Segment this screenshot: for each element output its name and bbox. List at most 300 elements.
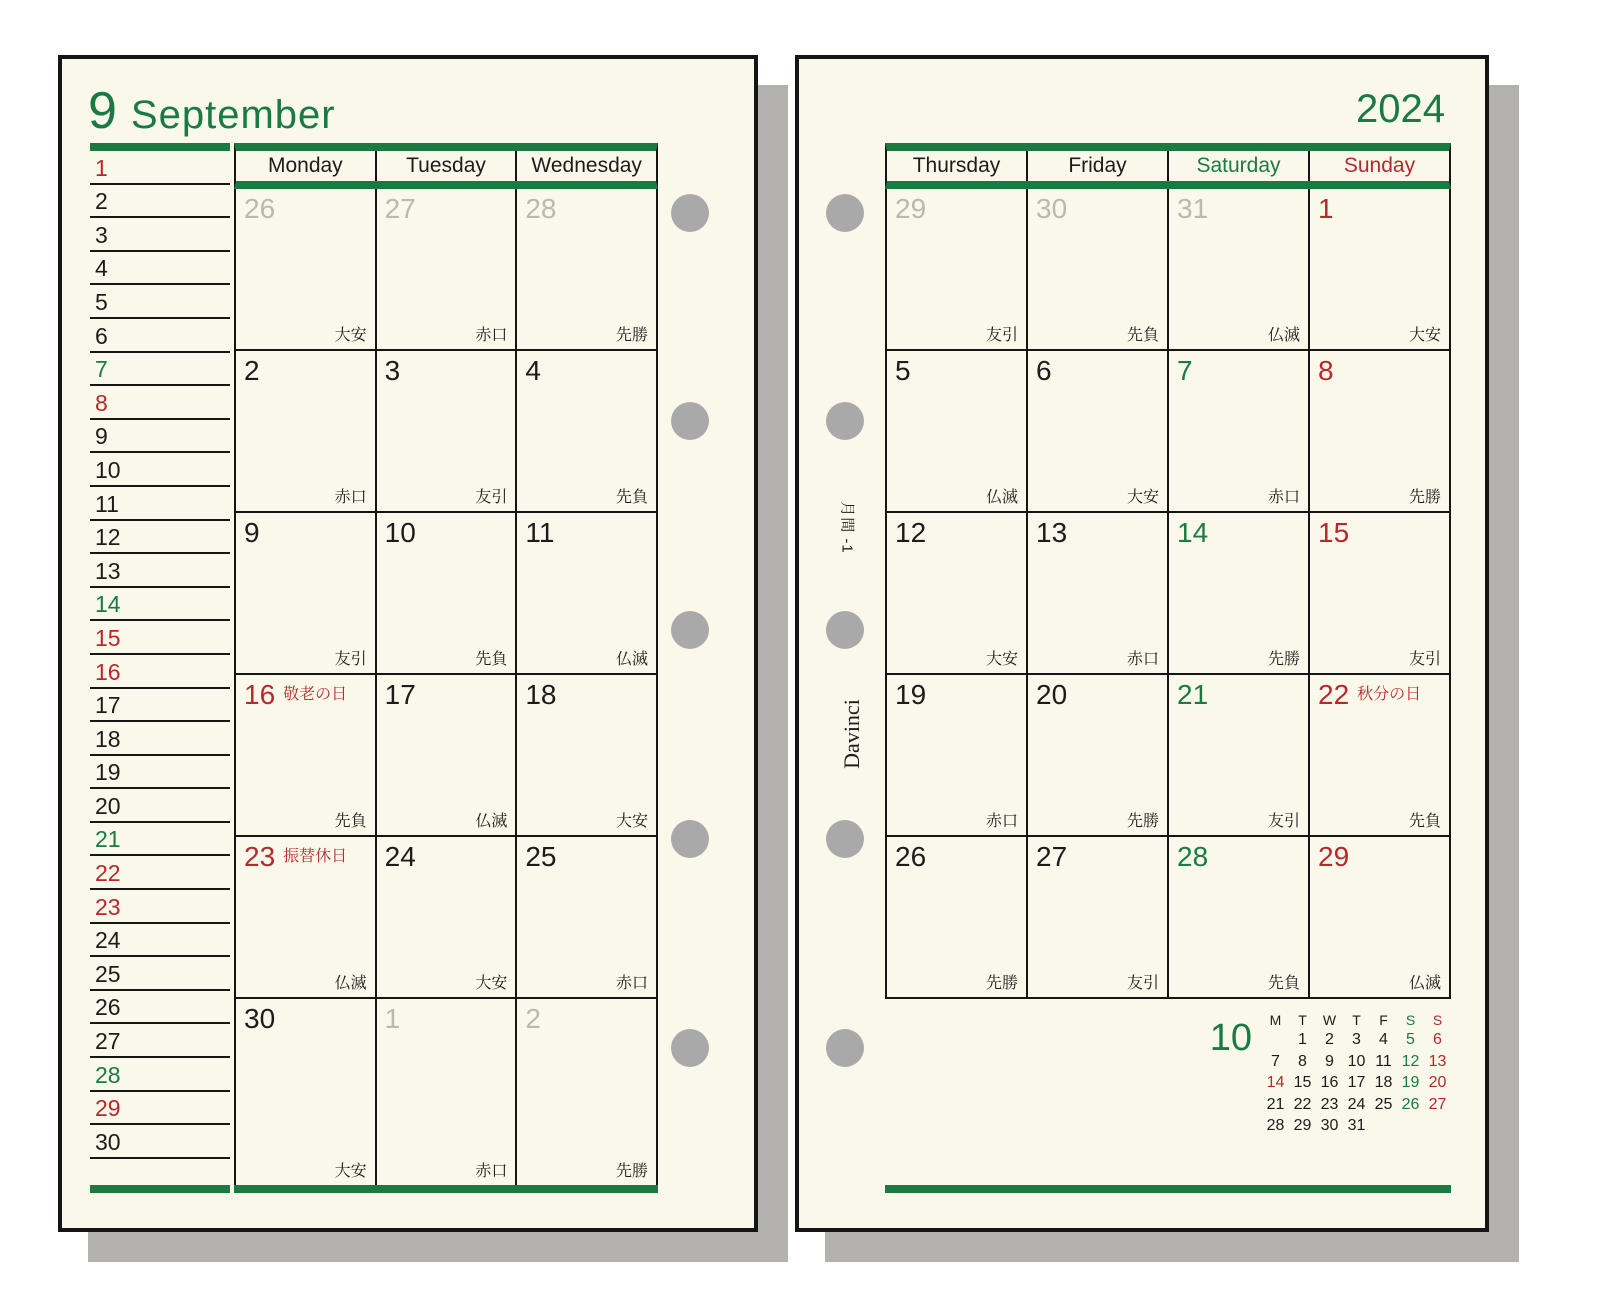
day-cell-top <box>1036 193 1159 225</box>
day-list-row <box>90 722 230 756</box>
binder-hole <box>826 1029 864 1067</box>
mini-weekday-header: S <box>1432 1012 1443 1028</box>
day-cell <box>236 513 375 673</box>
holiday-label: 敬老の日 <box>283 686 348 703</box>
left-calendar-grid <box>234 143 658 1185</box>
day-cell <box>887 351 1026 511</box>
day-list-number: 28 <box>95 1061 121 1088</box>
day-cell <box>515 513 656 673</box>
rokuyo-label: 大安 <box>334 1163 367 1180</box>
day-number: 3 <box>384 355 401 386</box>
day-list-row <box>90 890 230 924</box>
day-cell <box>1167 513 1308 673</box>
mini-day-number: 5 <box>1406 1031 1415 1048</box>
rokuyo-label: 仏滅 <box>1267 327 1300 344</box>
rokuyo-label: 先負 <box>1126 327 1159 344</box>
mini-day-number <box>1397 1115 1424 1137</box>
day-list-number: 21 <box>95 826 121 853</box>
day-cell-top <box>525 355 648 387</box>
mini-day-number: 31 <box>1347 1117 1366 1134</box>
day-cell <box>375 189 516 349</box>
mini-day-number: 14 <box>1266 1074 1285 1091</box>
day-list-row <box>90 285 230 319</box>
day-number: 12 <box>895 517 927 548</box>
day-cell <box>515 351 656 511</box>
day-cell-top <box>1318 841 1441 873</box>
day-list-row <box>90 185 230 219</box>
day-cell <box>375 675 516 835</box>
day-number: 8 <box>1318 355 1334 386</box>
mini-day-number: 29 <box>1293 1117 1312 1134</box>
mini-week-row <box>1262 1051 1451 1073</box>
day-number: 30 <box>244 1003 276 1034</box>
day-list-row <box>90 319 230 353</box>
rokuyo-label: 先負 <box>1267 975 1300 992</box>
day-cell-top <box>525 193 648 225</box>
day-cell-top <box>895 517 1018 549</box>
binder-hole <box>671 1029 709 1067</box>
day-cell-top <box>1318 679 1441 711</box>
mini-day-number: 6 <box>1433 1031 1442 1048</box>
day-number: 28 <box>525 193 557 224</box>
day-cell-top <box>1036 355 1159 387</box>
day-number: 1 <box>1318 193 1334 224</box>
day-number: 16 <box>244 679 276 710</box>
binder-hole <box>671 402 709 440</box>
calendar-week-row <box>887 351 1449 513</box>
day-cell <box>1026 189 1167 349</box>
day-list-number: 1 <box>95 154 108 181</box>
day-cell <box>515 999 656 1185</box>
binder-hole <box>826 611 864 649</box>
binder-hole <box>671 611 709 649</box>
mini-day-number: 13 <box>1428 1052 1447 1070</box>
mini-day-number: 12 <box>1401 1052 1420 1070</box>
day-cell <box>1167 675 1308 835</box>
day-cell-top <box>1318 193 1441 225</box>
day-cell-top <box>1177 355 1300 387</box>
rokuyo-label: 先勝 <box>1126 813 1159 830</box>
rokuyo-label: 大安 <box>475 975 508 992</box>
day-list-row <box>90 521 230 555</box>
day-list-number: 18 <box>95 725 121 752</box>
day-list-row <box>90 655 230 689</box>
holiday-label: 秋分の日 <box>1357 686 1422 703</box>
refill-code-label: 月間 -1 <box>838 501 856 554</box>
day-list-number: 7 <box>95 356 108 383</box>
day-list-row <box>90 420 230 454</box>
next-month-mini-calendar <box>1210 1011 1451 1137</box>
day-list-row <box>90 823 230 857</box>
rokuyo-label: 先負 <box>616 489 649 506</box>
rokuyo-label: 仏滅 <box>616 651 649 668</box>
day-cell-top <box>385 679 508 711</box>
mini-day-number: 20 <box>1428 1074 1447 1091</box>
day-list-row <box>90 386 230 420</box>
year-label: 2024 <box>1356 87 1445 131</box>
day-cell <box>375 837 516 997</box>
rokuyo-label: 友引 <box>1267 813 1300 830</box>
day-list-row <box>90 1092 230 1126</box>
day-cell <box>887 837 1026 997</box>
day-cell <box>1026 351 1167 511</box>
day-cell <box>1308 189 1449 349</box>
mini-weekday-header: M <box>1269 1012 1282 1028</box>
weekday-header-sunday: Sunday <box>1308 151 1449 181</box>
brand-logo: Davinci <box>839 699 864 769</box>
day-cell-top <box>1177 679 1300 711</box>
rokuyo-label: 先勝 <box>985 975 1018 992</box>
mini-week-row <box>1262 1029 1451 1051</box>
day-number: 31 <box>1177 193 1209 224</box>
mini-day-number: 8 <box>1298 1052 1307 1070</box>
day-list-row <box>90 924 230 958</box>
binder-hole <box>826 402 864 440</box>
mini-week-row <box>1262 1115 1451 1137</box>
mini-day-number: 7 <box>1271 1052 1280 1070</box>
mini-week-row <box>1262 1094 1451 1116</box>
rokuyo-label: 先勝 <box>1408 489 1441 506</box>
day-number: 9 <box>244 517 260 548</box>
calendar-body <box>234 189 658 1185</box>
day-list-number: 23 <box>95 893 121 920</box>
green-rule <box>234 1185 658 1193</box>
day-cell <box>1167 351 1308 511</box>
rokuyo-label: 大安 <box>985 651 1018 668</box>
day-list-row <box>90 252 230 286</box>
calendar-week-row <box>236 513 656 675</box>
mini-day-number: 1 <box>1298 1031 1307 1048</box>
day-list-number: 13 <box>95 557 121 584</box>
day-cell <box>1308 351 1449 511</box>
day-number: 15 <box>1318 517 1350 548</box>
rokuyo-label: 赤口 <box>1126 651 1159 668</box>
mini-day-number: 21 <box>1266 1095 1285 1113</box>
day-cell-top <box>1036 517 1159 549</box>
mini-day-number: 28 <box>1266 1117 1285 1134</box>
day-number: 1 <box>384 1003 401 1034</box>
rokuyo-label: 大安 <box>334 327 367 344</box>
day-list-number: 12 <box>95 524 121 551</box>
day-number: 24 <box>384 841 416 872</box>
day-list-row <box>90 991 230 1025</box>
day-cell-top <box>1036 679 1159 711</box>
mini-day-number: 17 <box>1347 1074 1366 1091</box>
rokuyo-label: 仏滅 <box>1408 975 1441 992</box>
rokuyo-label: 赤口 <box>334 489 367 506</box>
weekday-header-row <box>234 143 658 189</box>
day-list-number: 3 <box>95 221 108 248</box>
day-list-number: 6 <box>95 322 108 349</box>
mini-day-number <box>1424 1115 1451 1137</box>
day-list-number: 24 <box>95 927 121 954</box>
day-cell <box>375 999 516 1185</box>
green-rule <box>885 1185 1451 1193</box>
calendar-week-row <box>236 999 656 1185</box>
month-number: 9 <box>88 82 117 140</box>
rokuyo-label: 大安 <box>1126 489 1159 506</box>
calendar-week-row <box>887 675 1449 837</box>
day-number: 17 <box>384 679 416 710</box>
day-cell-top <box>1177 841 1300 873</box>
mini-weekday-header: T <box>1298 1012 1307 1028</box>
day-number: 23 <box>244 841 276 872</box>
mini-day-number: 27 <box>1428 1095 1447 1113</box>
day-list-number: 25 <box>95 960 121 987</box>
rokuyo-label: 友引 <box>475 489 508 506</box>
rokuyo-label: 先勝 <box>616 1163 649 1180</box>
day-list-number: 14 <box>95 591 121 618</box>
calendar-week-row <box>887 837 1449 999</box>
day-cell <box>887 189 1026 349</box>
day-list-row <box>90 353 230 387</box>
day-number: 28 <box>1177 841 1209 872</box>
weekday-header-saturday: Saturday <box>1167 151 1308 181</box>
binder-hole <box>671 820 709 858</box>
day-cell <box>1026 837 1167 997</box>
day-list-row <box>90 218 230 252</box>
day-list-row <box>90 856 230 890</box>
calendar-week-row <box>887 513 1449 675</box>
mini-week-row <box>1262 1072 1451 1094</box>
binder-hole <box>671 194 709 232</box>
day-number: 7 <box>1177 355 1193 386</box>
day-cell <box>236 189 375 349</box>
day-list-number: 9 <box>95 423 108 450</box>
mini-day-number: 26 <box>1401 1095 1420 1113</box>
mini-day-number: 3 <box>1352 1031 1361 1048</box>
rokuyo-label: 仏滅 <box>334 975 367 992</box>
day-cell <box>1167 189 1308 349</box>
day-number: 27 <box>384 193 416 224</box>
day-list-number: 16 <box>95 658 121 685</box>
rokuyo-label: 大安 <box>616 813 649 830</box>
mini-day-number: 16 <box>1320 1074 1339 1091</box>
rokuyo-label: 友引 <box>1126 975 1159 992</box>
mini-day-number: 10 <box>1347 1052 1366 1070</box>
day-cell <box>1308 675 1449 835</box>
mini-day-number: 11 <box>1375 1052 1392 1070</box>
day-list-number: 4 <box>95 255 108 282</box>
day-list-row <box>90 957 230 991</box>
day-cell-top <box>895 193 1018 225</box>
mini-day-number: 2 <box>1325 1031 1334 1048</box>
day-cell <box>515 675 656 835</box>
green-rule <box>90 1185 230 1193</box>
day-list-number: 20 <box>95 792 121 819</box>
day-number: 14 <box>1177 517 1209 548</box>
weekday-header-tuesday: Tuesday <box>375 151 516 181</box>
day-cell-top <box>385 517 508 549</box>
day-list-row <box>90 554 230 588</box>
day-cell <box>236 351 375 511</box>
day-list-row <box>90 1058 230 1092</box>
calendar-body <box>885 189 1451 999</box>
day-number: 4 <box>525 355 541 386</box>
day-list-number: 30 <box>95 1128 121 1155</box>
day-cell <box>887 513 1026 673</box>
day-number: 25 <box>525 841 557 872</box>
weekday-header-wednesday: Wednesday <box>515 151 656 181</box>
mini-grid <box>1262 1011 1451 1137</box>
day-number: 29 <box>895 193 927 224</box>
day-number: 11 <box>525 517 555 548</box>
day-list-row <box>90 151 230 185</box>
day-list-number: 19 <box>95 759 121 786</box>
day-number: 29 <box>1318 841 1350 872</box>
rokuyo-label: 赤口 <box>475 1163 508 1180</box>
day-list-row <box>90 588 230 622</box>
day-cell <box>375 513 516 673</box>
day-number: 2 <box>525 1003 541 1034</box>
rokuyo-label: 赤口 <box>616 975 649 992</box>
mini-weekday-header: T <box>1352 1012 1361 1028</box>
mini-day-number: 18 <box>1374 1074 1393 1091</box>
day-list-number: 10 <box>95 456 121 483</box>
rokuyo-label: 友引 <box>1408 651 1441 668</box>
day-number: 5 <box>895 355 911 386</box>
day-list-number: 11 <box>95 490 119 517</box>
day-list-row <box>90 789 230 823</box>
day-number: 20 <box>1036 679 1068 710</box>
left-page <box>58 55 758 1232</box>
day-cell-top <box>385 841 508 873</box>
day-cell-top <box>244 517 367 549</box>
mini-day-number: 22 <box>1293 1095 1312 1113</box>
day-cell <box>375 351 516 511</box>
day-number: 26 <box>244 193 276 224</box>
right-page <box>795 55 1489 1232</box>
day-cell-top <box>525 679 648 711</box>
mini-day-number: 25 <box>1374 1095 1393 1113</box>
weekday-header-friday: Friday <box>1026 151 1167 181</box>
day-number: 2 <box>244 355 260 386</box>
calendar-week-row <box>887 189 1449 351</box>
mini-weekday-header: S <box>1405 1012 1416 1028</box>
day-list-row <box>90 689 230 723</box>
rokuyo-label: 赤口 <box>475 327 508 344</box>
day-number: 19 <box>895 679 927 710</box>
day-list-number: 27 <box>95 1028 121 1055</box>
day-cell-top <box>895 679 1018 711</box>
day-cell-top <box>1177 193 1300 225</box>
mini-day-number: 9 <box>1325 1052 1334 1070</box>
day-list-row <box>90 756 230 790</box>
mini-month-number: 10 <box>1209 1017 1252 1059</box>
mini-day-number <box>1370 1115 1397 1137</box>
mini-calendar-body <box>1262 1029 1451 1137</box>
day-list-row <box>90 1125 230 1159</box>
rokuyo-label: 友引 <box>334 651 367 668</box>
binder-hole <box>826 820 864 858</box>
rokuyo-label: 友引 <box>985 327 1018 344</box>
rokuyo-label: 仏滅 <box>475 813 508 830</box>
day-cell-top <box>385 1003 508 1035</box>
mini-weekday-header: F <box>1379 1012 1388 1028</box>
day-cell-top <box>895 355 1018 387</box>
rokuyo-label: 大安 <box>1408 327 1441 344</box>
calendar-week-row <box>236 675 656 837</box>
rokuyo-label: 先負 <box>1408 813 1441 830</box>
binder-hole <box>826 194 864 232</box>
day-number: 30 <box>1036 193 1068 224</box>
mini-weekday-header-row <box>1262 1011 1451 1029</box>
day-number: 10 <box>384 517 416 548</box>
rokuyo-label: 仏滅 <box>985 489 1018 506</box>
day-list <box>90 151 230 1159</box>
rokuyo-label: 先勝 <box>616 327 649 344</box>
day-cell <box>236 999 375 1185</box>
day-list-number: 26 <box>95 994 121 1021</box>
weekday-header-thursday: Thursday <box>912 154 1001 177</box>
day-number: 21 <box>1177 679 1209 710</box>
day-cell-top <box>244 1003 367 1035</box>
calendar-week-row <box>236 351 656 513</box>
rokuyo-label: 先負 <box>475 651 508 668</box>
day-cell-top <box>385 193 508 225</box>
day-cell <box>887 675 1026 835</box>
day-cell-top <box>525 841 648 873</box>
day-list-row <box>90 487 230 521</box>
day-cell <box>236 675 375 835</box>
day-cell-top <box>1318 517 1441 549</box>
day-list-row <box>90 1024 230 1058</box>
day-list-number: 8 <box>95 389 108 416</box>
day-list-number: 15 <box>95 624 121 651</box>
day-cell-top <box>525 1003 648 1035</box>
holiday-label: 振替休日 <box>283 848 348 865</box>
day-cell-top <box>385 355 508 387</box>
day-number: 6 <box>1036 355 1052 386</box>
day-cell <box>1167 837 1308 997</box>
month-name: September <box>130 93 336 137</box>
day-cell <box>515 837 656 997</box>
day-cell <box>1308 513 1449 673</box>
day-number: 27 <box>1036 841 1068 872</box>
day-list-row <box>90 453 230 487</box>
calendar-week-row <box>236 837 656 999</box>
day-cell-top <box>1036 841 1159 873</box>
day-list-number: 22 <box>95 860 121 887</box>
day-cell-top <box>1177 517 1300 549</box>
day-cell-top <box>244 355 367 387</box>
mini-day-number: 19 <box>1401 1074 1420 1091</box>
day-list-number: 29 <box>95 1095 121 1122</box>
day-cell <box>515 189 656 349</box>
day-number: 22 <box>1318 679 1350 710</box>
day-cell <box>236 837 375 997</box>
rokuyo-label: 先勝 <box>1267 651 1300 668</box>
day-cell-top <box>244 841 367 873</box>
day-cell-top <box>895 841 1018 873</box>
mini-weekday-header: W <box>1322 1012 1337 1028</box>
day-cell <box>1308 837 1449 997</box>
day-number: 18 <box>525 679 557 710</box>
weekday-header-monday: Monday <box>267 154 343 177</box>
day-cell-top <box>1318 355 1441 387</box>
mini-day-number <box>1262 1029 1289 1051</box>
day-list-number: 5 <box>95 288 108 315</box>
day-cell <box>1026 513 1167 673</box>
mini-day-number: 23 <box>1320 1095 1339 1113</box>
rokuyo-label: 赤口 <box>1267 489 1300 506</box>
weekday-header-row <box>885 143 1451 189</box>
day-cell-top <box>244 679 367 711</box>
mini-day-number: 24 <box>1347 1095 1366 1113</box>
rokuyo-label: 先負 <box>334 813 367 830</box>
day-list-number: 2 <box>95 188 108 215</box>
day-list-number: 17 <box>95 692 121 719</box>
